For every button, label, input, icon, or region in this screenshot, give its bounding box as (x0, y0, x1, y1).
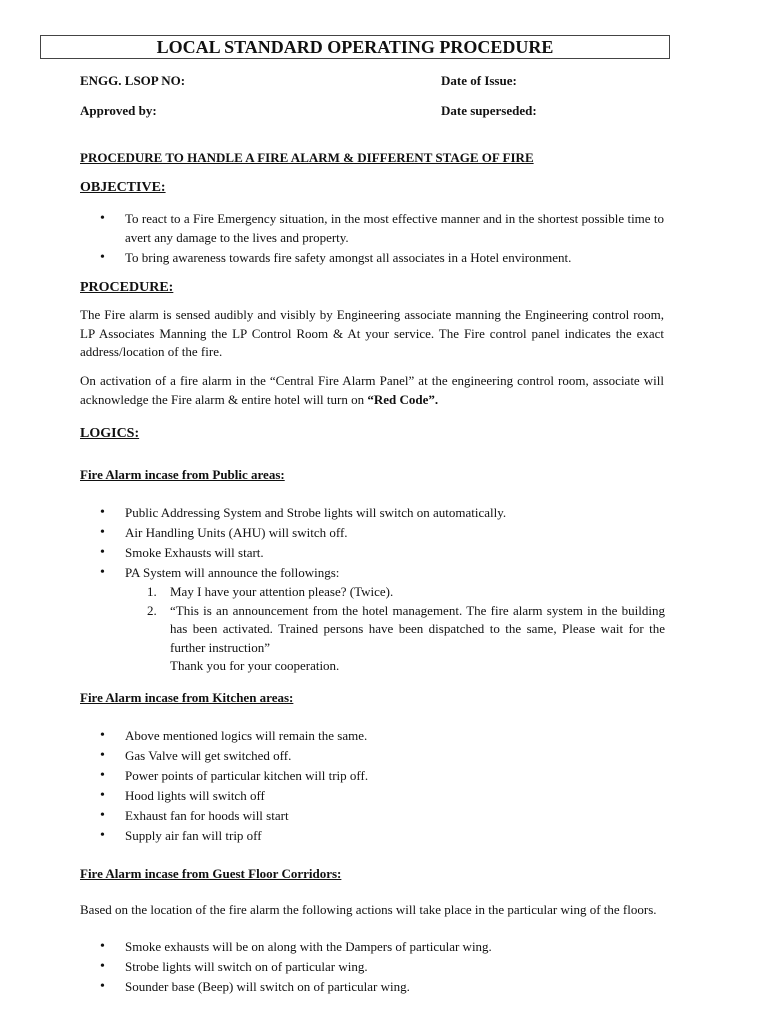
public-areas-heading: Fire Alarm incase from Public areas: (80, 467, 285, 482)
list-item: • Air Handling Units (AHU) will switch off. (80, 524, 664, 543)
document-title: LOCAL STANDARD OPERATING PROCEDURE (40, 35, 670, 59)
procedure-title: PROCEDURE TO HANDLE A FIRE ALARM & DIFFERENT STAGE OF FIRE (80, 150, 534, 165)
announcement-item (125, 583, 665, 602)
corridors-intro: Based on the location of the fire alarm the following actions will take place in the particular wing of the floors. (80, 902, 657, 917)
procedure-paragraph-1: The Fire alarm is sensed audibly and visibly by Engineering associate manning the Engineering control room, LP Associates Manning the LP Control Room & At your service. The Fire control panel indicates the exact address/location of the fire. (80, 307, 664, 359)
announcement-item (125, 602, 665, 658)
kitchen-areas-list (80, 727, 664, 847)
item-text: May I have your attention please? (Twice). (170, 584, 394, 599)
kitchen-areas-heading: Fire Alarm incase from Kitchen areas: (80, 690, 294, 705)
thank-you-line: Thank you for your cooperation. (170, 658, 340, 673)
procedure-heading: PROCEDURE: (80, 280, 174, 295)
list-item: • PA System will announce the followings: (80, 564, 664, 583)
paragraph-text: On activation of a fire alarm in the “Central Fire Alarm Panel” at the engineering control room, associate will acknowledge the Fire alarm & entire hotel will turn on (80, 373, 664, 407)
list-item: • To bring awareness towards fire safety amongst all associates in a Hotel environment. (80, 249, 664, 268)
list-item: • Strobe lights will switch on of particular wing. (80, 958, 664, 977)
list-item: • Sounder base (Beep) will switch on of particular wing. (80, 978, 664, 997)
guest-corridors-heading: Fire Alarm incase from Guest Floor Corridors: (80, 866, 342, 881)
corridors-list (80, 938, 664, 998)
date-superseded-label: Date superseded: (441, 103, 537, 118)
list-item: • To react to a Fire Emergency situation, in the most effective manner and in the shortest possible time to avert any damage to the lives and property. (80, 210, 664, 247)
logics-heading: LOGICS: (80, 426, 140, 441)
list-item: • Gas Valve will get switched off. (80, 747, 664, 766)
lsop-number-label: ENGG. LSOP NO: (80, 73, 186, 88)
list-item: • Supply air fan will trip off (80, 827, 664, 846)
announcement-list (125, 583, 665, 657)
item-text: “This is an announcement from the hotel management. The fire alarm system in the building has been activated. Trained persons have been dispatched to the same, Please wait for the further instruction” (170, 602, 665, 655)
public-areas-list (80, 504, 664, 584)
list-item: • Smoke exhausts will be on along with the Dampers of particular wing. (80, 938, 664, 957)
objective-list (80, 210, 664, 269)
objective-heading: OBJECTIVE: (80, 180, 166, 195)
announcement-list-container (125, 583, 665, 676)
procedure-paragraph-2 (80, 372, 664, 409)
list-item: • Power points of particular kitchen will trip off. (80, 767, 664, 786)
item-number: 2. (147, 602, 157, 618)
list-item: • Hood lights will switch off (80, 787, 664, 806)
red-code-text: “Red Code”. (367, 391, 439, 407)
date-of-issue-label: Date of Issue: (441, 73, 517, 88)
approved-by-label: Approved by: (80, 103, 157, 118)
list-item: • Smoke Exhausts will start. (80, 544, 664, 563)
list-item: • Public Addressing System and Strobe lights will switch on automatically. (80, 504, 664, 523)
list-item: • Exhaust fan for hoods will start (80, 807, 664, 826)
list-item: • Above mentioned logics will remain the same. (80, 727, 664, 746)
item-number: 1. (147, 584, 157, 599)
